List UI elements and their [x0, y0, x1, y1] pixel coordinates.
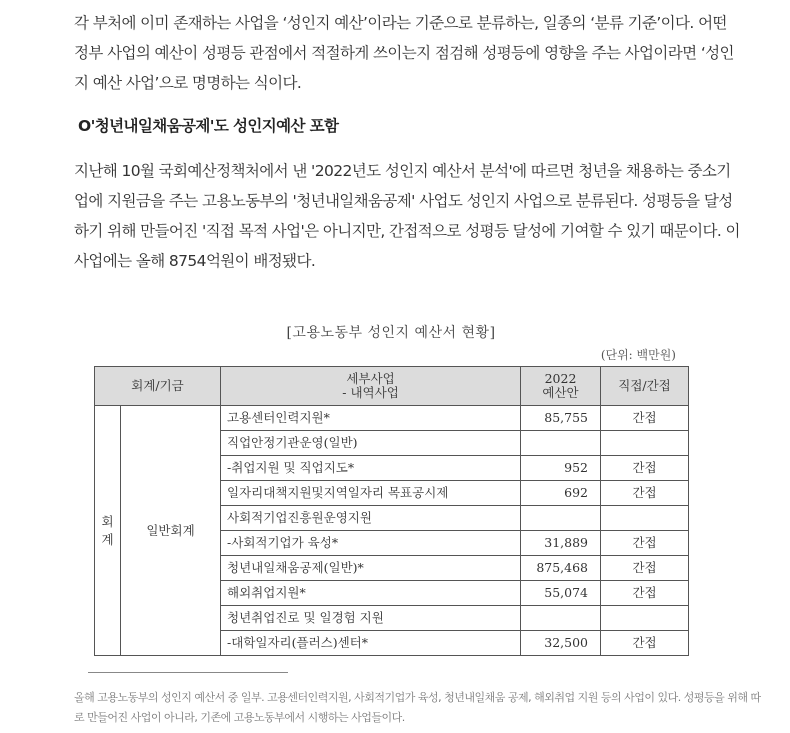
header-account: 회계/기금 [95, 367, 221, 406]
row-budget: 32,500 [521, 631, 601, 656]
row-budget [521, 506, 601, 531]
row-project: 해외취업지원* [221, 581, 521, 606]
row-type: 간접 [601, 556, 689, 581]
row-project: 고용센터인력지원* [221, 406, 521, 431]
row-project: -사회적기업가 육성* [221, 531, 521, 556]
row-budget: 952 [521, 456, 601, 481]
row-project: 직업안정기관운영(일반) [221, 431, 521, 456]
caption-divider [88, 672, 288, 673]
table-row [95, 406, 689, 431]
table-header-row [95, 367, 689, 406]
row-project: 사회적기업진흥원운영지원 [221, 506, 521, 531]
row-budget: 85,755 [521, 406, 601, 431]
header-type: 직접/간접 [601, 367, 689, 406]
header-budget-line2: 예산안 [542, 385, 579, 400]
account-vertical-label: 회 계 [101, 513, 114, 547]
row-budget [521, 606, 601, 631]
row-project: 청년취업진로 및 일경험 지원 [221, 606, 521, 631]
budget-table-image [88, 318, 694, 668]
row-project: -대학일자리(플러스)센터* [221, 631, 521, 656]
budget-table [94, 366, 689, 656]
row-type [601, 506, 689, 531]
row-type: 간접 [601, 406, 689, 431]
row-type: 간접 [601, 581, 689, 606]
header-project-line1: 세부사업 [346, 371, 395, 386]
row-type [601, 431, 689, 456]
row-project: -취업지원 및 직업지도* [221, 456, 521, 481]
image-caption: 올해 고용노동부의 성인지 예산서 중 일부. 고용센터인력지원, 사회적기업가 육성, 청년내일채움 공제, 해외취업 지원 등의 사업이 있다. 성평등을 위해 따로 만들어진 사업이 아니라, 기존에 고용노동부에서 시행하는 사업들이다. [74, 691, 761, 724]
table-title: [고용노동부 성인지 예산서 현황] [286, 325, 496, 341]
account-name-cell: 일반회계 [121, 406, 221, 656]
paragraph-2: 지난해 10월 국회예산정책처에서 낸 '2022년도 성인지 예산서 분석'에 따르면 청년을 채용하는 중소기업에 지원금을 주는 고용노동부의 '청년내일채움공제' 사업도 성인지 사업으로 분류된다. 성평등을 달성하기 위해 만들어진 '직접 목적 사업'은 아니지만, 간접적으로 성평등 달성에 기여할 수 있기 때문이다. 이 사업에는 올해 8754억원이 배정됐다. [74, 162, 740, 270]
row-type: 간접 [601, 631, 689, 656]
row-budget: 692 [521, 481, 601, 506]
account-vertical-cell [95, 406, 121, 656]
row-budget: 875,468 [521, 556, 601, 581]
row-budget: 55,074 [521, 581, 601, 606]
row-budget [521, 431, 601, 456]
paragraph-1: 각 부처에 이미 존재하는 사업을 ‘성인지 예산’이라는 기준으로 분류하는, 일종의 ‘분류 기준’이다. 어떤 정부 사업의 예산이 성평등 관점에서 적절하게 쓰이는지 점검해 성평등에 영향을 주는 사업이라면 ‘성인지 예산 사업’으로 명명하는 식이다. [74, 14, 734, 92]
row-type [601, 606, 689, 631]
row-type: 간접 [601, 531, 689, 556]
header-project-line2: - 내역사업 [342, 385, 399, 400]
row-type: 간접 [601, 456, 689, 481]
header-budget-line1: 2022 [544, 371, 577, 386]
row-project: 청년내일채움공제(일반)* [221, 556, 521, 581]
row-budget: 31,889 [521, 531, 601, 556]
row-project: 일자리대책지원및지역일자리 목표공시제 [221, 481, 521, 506]
table-unit: (단위: 백만원) [600, 348, 676, 362]
header-project [221, 367, 521, 406]
section-subheading: O'청년내일채움공제'도 성인지예산 포함 [78, 117, 339, 135]
header-budget [521, 367, 601, 406]
row-type: 간접 [601, 481, 689, 506]
